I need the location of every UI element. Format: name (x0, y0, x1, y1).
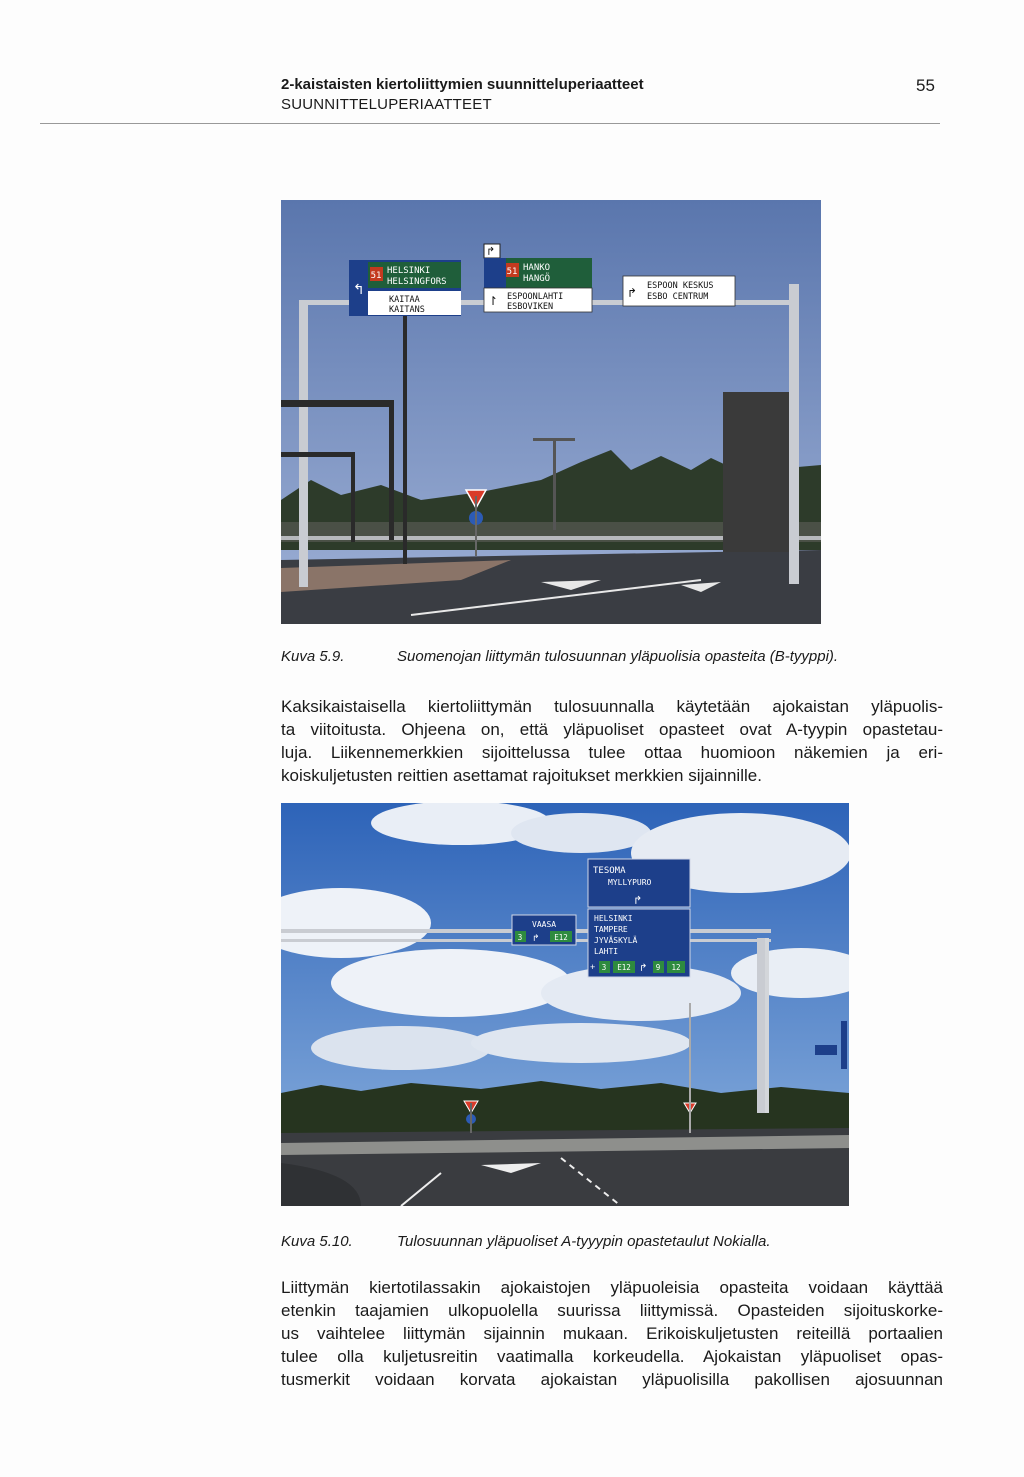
paragraph-1-line: Kaksikaistaisella kiertoliittymän tulosuunnalla käytetään ajokaistan yläpuolis- (281, 697, 943, 716)
paragraph-2-line: etenkin taajamien ulkopuolella suurissa liittymissä. Opasteiden sijoituskorke- (281, 1301, 943, 1320)
sign-route-3: 3 (601, 963, 607, 972)
sign-text-espoon-keskus: ESPOON KESKUS (647, 281, 714, 291)
sign-text-tesoma: TESOMA (593, 866, 626, 876)
sign-text-jyvaskyla: JYVÄSKYLÄ (594, 936, 638, 945)
sign-arrow-icon: ↱ (633, 895, 643, 907)
running-header-subtitle: SUUNNITTELUPERIAATTEET (281, 96, 492, 113)
sign-text-vaasa: VAASA (532, 920, 557, 929)
figure-2-caption-text: Tulosuunnan yläpuoliset A-tyyypin opastetaulut Nokialla. (397, 1233, 771, 1250)
paragraph-2-line: Liittymän kiertotilassakin ajokaistojen yläpuoleisia opasteita voidaan käyttää (281, 1278, 943, 1297)
sign-arrow-left-icon: ↰ (353, 281, 365, 297)
sign-text-helsinki-nokia: HELSINKI (594, 914, 633, 923)
sign-route-e12: E12 (617, 963, 631, 972)
sign-text-kaitans: KAITANS (389, 305, 425, 315)
paragraph-2 (281, 1276, 943, 1391)
sign-route-9: 9 (655, 963, 661, 972)
sign-route-3-vaasa: 3 (517, 933, 523, 942)
sign-text-espoonlahti: ESPOONLAHTI (507, 292, 564, 302)
sign-route-e12-vaasa: E12 (554, 933, 568, 942)
svg-text:↱: ↱ (639, 963, 648, 974)
sign-text-helsinki: HELSINKI (387, 266, 431, 276)
figure-1-caption-text: Suomenojan liittymän tulosuunnan yläpuolisia opasteita (B-tyyppi). (397, 648, 839, 665)
svg-text:+: + (590, 962, 596, 972)
running-header-title: 2-kaistaisten kiertoliittymien suunnitteluperiaatteet (281, 76, 644, 93)
sign-text-kaitaa: KAITAA (389, 295, 420, 305)
figure-1-caption (281, 648, 941, 668)
sign-text-hanko: HANKO (523, 263, 551, 273)
figure-2-photo (281, 803, 849, 1206)
figure-1-label: Kuva 5.9. (281, 648, 345, 665)
paragraph-2-line: tulee olla kuljetusreitin vaatimalla korkeudella. Ajokaistan yläpuoliset opas- (281, 1347, 943, 1366)
svg-text:↱: ↱ (627, 286, 638, 300)
paragraph-1 (281, 695, 943, 787)
sign-text-myllypuro: MYLLYPURO (608, 878, 652, 887)
sign-text-helsingfors: HELSINGFORS (387, 277, 447, 287)
sign-route-51a: 51 (370, 271, 382, 281)
sign-text-lahti: LAHTI (594, 947, 619, 956)
sign-text-hango: HANGÖ (523, 274, 551, 284)
sign-route-12: 12 (671, 963, 681, 972)
figure-2-caption (281, 1233, 941, 1253)
paragraph-1-line: ta viitoitusta. Ohjeena on, että yläpuoliset opasteet ovat A-tyypin opastetau- (281, 720, 943, 739)
sign-text-tampere: TAMPERE (594, 925, 628, 934)
sign-text-esboviken: ESBOVIKEN (507, 302, 554, 312)
paragraph-2-line: us vaihtelee liittymän sijainnin mukaan. Erikoiskuljetusten reiteillä portaalien (281, 1324, 943, 1343)
sign-text-esbo-centrum: ESBO CENTRUM (647, 292, 709, 302)
figure-1-photo (281, 200, 821, 624)
page-number: 55 (916, 76, 935, 95)
figure-2-label: Kuva 5.10. (281, 1233, 353, 1250)
header-rule (40, 123, 940, 124)
paragraph-1-line: koiskuljetusten reittien asettamat rajoitukset merkkien sijainnille. (281, 766, 762, 785)
svg-text:↱: ↱ (532, 933, 540, 943)
sign-arrow-up-right-icon: ↱ (486, 246, 496, 258)
paragraph-2-line: tusmerkit voidaan korvata ajokaistan yläpuolisilla pakollisen ajosuunnan (281, 1370, 943, 1389)
svg-text:↾: ↾ (488, 294, 499, 308)
paragraph-1-line: luja. Liikennemerkkien sijoittelussa tulee ottaa huomioon näkemien ja eri- (281, 743, 943, 762)
sign-route-51b: 51 (506, 267, 518, 277)
